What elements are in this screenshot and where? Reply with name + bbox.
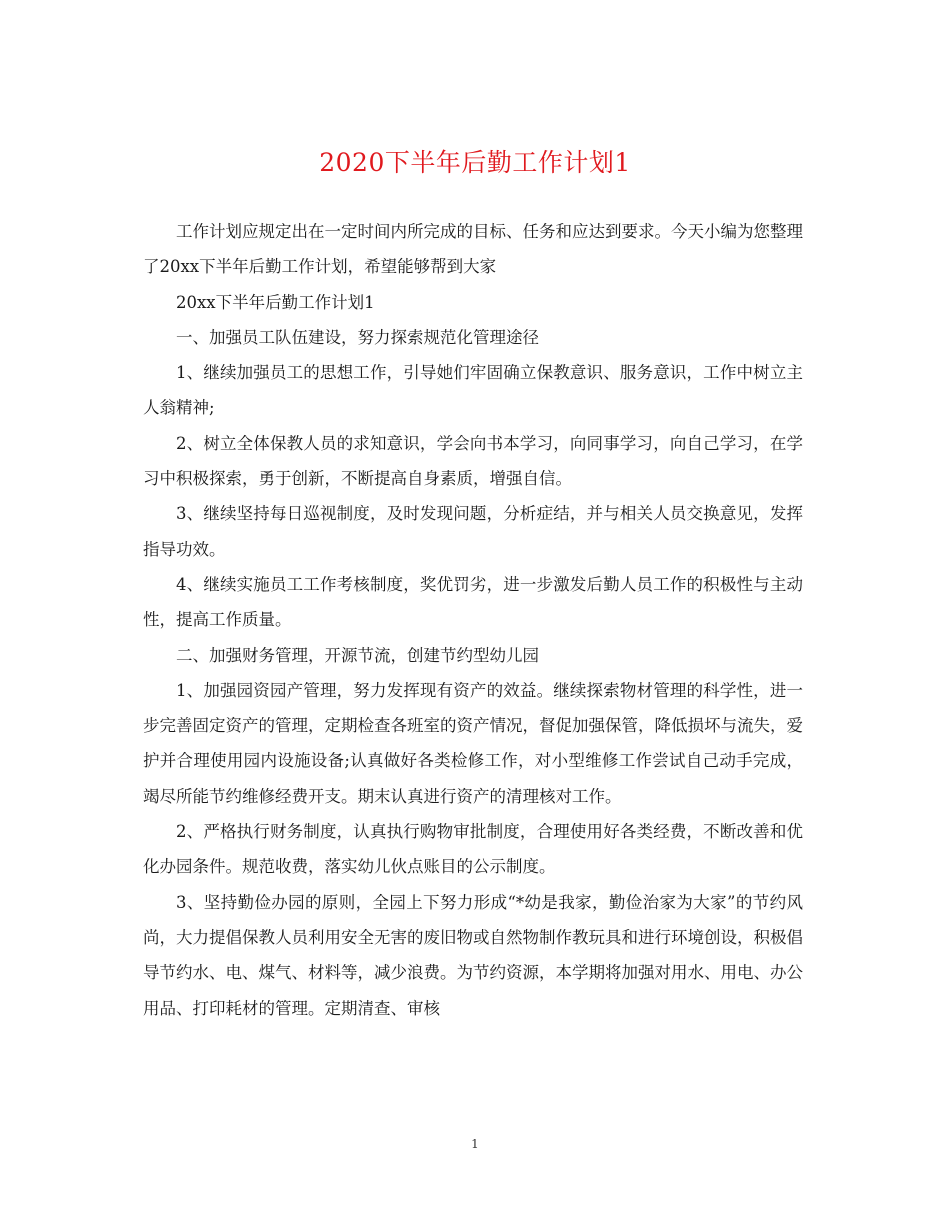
document-title: 2020下半年后勤工作计划1: [319, 148, 631, 177]
section-heading-2: 二、加强财务管理，开源节流，创建节约型幼儿园: [176, 645, 539, 665]
section-2-item-1: 1、加强园资园产管理，努力发挥现有资产的效益。继续探索物材管理的科学性，进一步完善固定资产的管理，定期检查各班室的资产情况，督促加强保管，降低损坏与流失，爱护并合理使用园内设施设备;认真做好各类检修工作，对小型维修工作尝试自己动手完成，竭尽所能节约维修经费开支。期末认真进行资产的清理核对工作。: [143, 680, 803, 806]
section-2-item-3: 3、坚持勤俭办园的原则，全园上下努力形成“*幼是我家，勤俭治家为大家”的节约风尚，大力提倡保教人员利用安全无害的废旧物或自然物制作教玩具和进行环境创设，积极倡导节约水、电、煤气、材料等，减少浪费。为节约资源，本学期将加强对用水、用电、办公用品、打印耗材的管理。定期清查、审核: [143, 892, 803, 1018]
section-1-item-1: 1、继续加强员工的思想工作，引导她们牢固确立保教意识、服务意识，工作中树立主人翁精神;: [143, 363, 803, 418]
section-1-item-4: 4、继续实施员工工作考核制度，奖优罚劣，进一步激发后勤人员工作的积极性与主动性，提高工作质量。: [143, 574, 803, 630]
section-1-item-2: 2、树立全体保教人员的求知意识，学会向书本学习，向同事学习，向自己学习，在学习中积极探索，勇于创新，不断提高自身素质，增强自信。: [143, 433, 803, 489]
intro-paragraph: 工作计划应规定出在一定时间内所完成的目标、任务和应达到要求。今天小编为您整理了20xx下半年后勤工作计划，希望能够帮到大家: [143, 222, 803, 277]
document-body: [143, 214, 803, 1026]
section-2-item-2: 2、严格执行财务制度，认真执行购物审批制度，合理使用好各类经费，不断改善和优化办园条件。规范收费，落实幼儿伙点账目的公示制度。: [143, 822, 803, 877]
plan-subtitle: 20xx下半年后勤工作计划1: [176, 292, 375, 312]
section-1-item-3: 3、继续坚持每日巡视制度，及时发现问题，分析症结，并与相关人员交换意见，发挥指导功效。: [143, 504, 803, 559]
page-number: 1: [471, 1137, 479, 1151]
section-heading-1: 一、加强员工队伍建设，努力探索规范化管理途径: [176, 327, 539, 347]
